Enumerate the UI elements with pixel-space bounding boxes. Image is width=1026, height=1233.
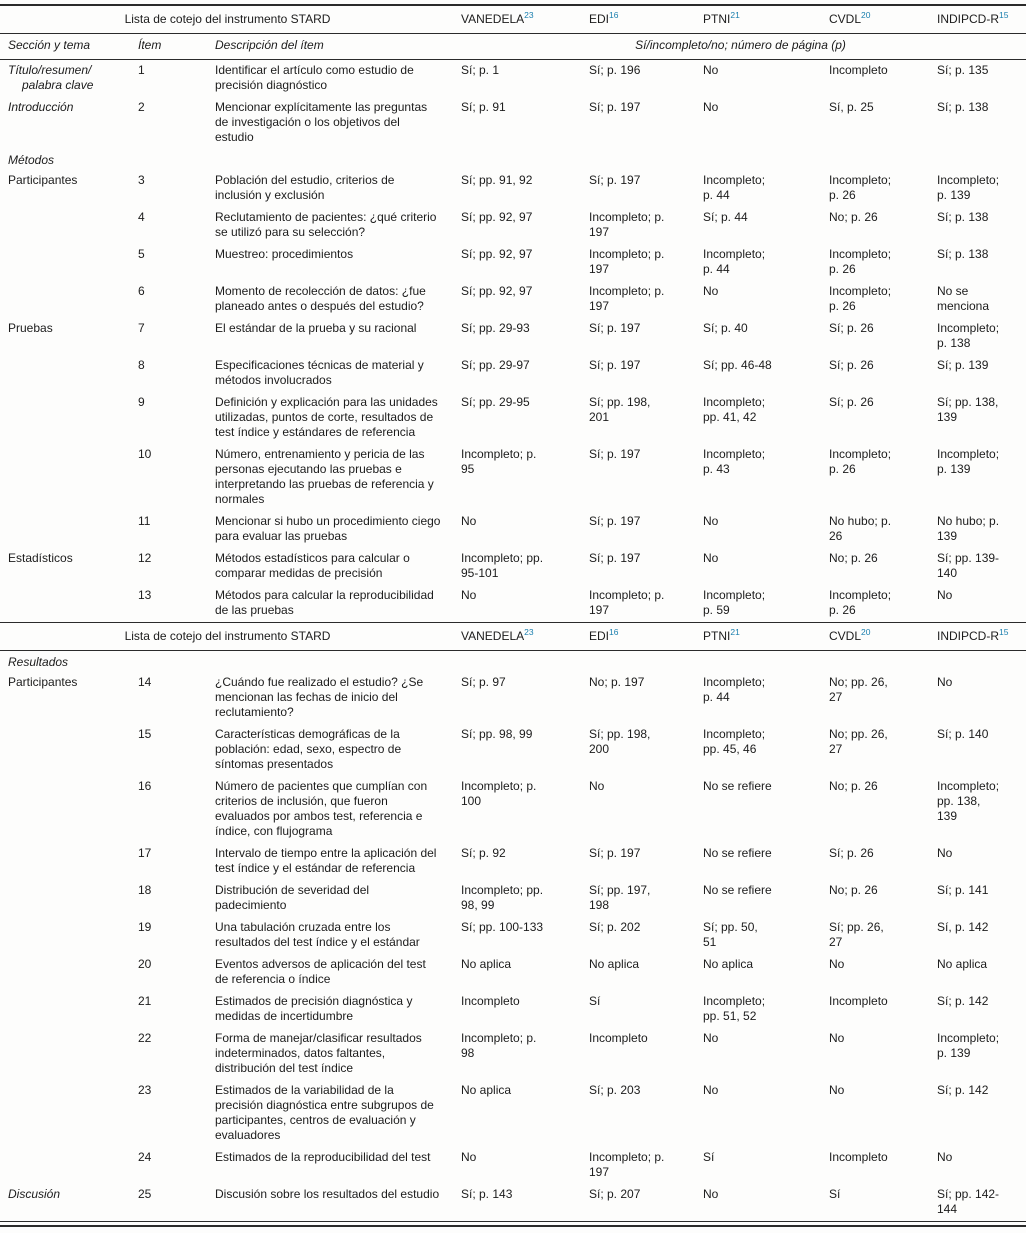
checklist-item-row: [0, 97, 1026, 149]
item-description: Muestreo: procedimientos: [215, 247, 354, 261]
result-cell: Sí; pp. 142-144: [937, 1187, 1000, 1216]
result-cell: No: [703, 551, 719, 565]
result-cell: No: [703, 1031, 719, 1045]
result-cell: No: [703, 63, 719, 77]
table-title: Lista de cotejo del instrumento STARD: [0, 623, 461, 651]
result-cell: Sí; pp. 100-133: [461, 920, 544, 934]
item-description: Distribución de severidad del padecimiento: [215, 883, 370, 912]
result-cell: Incompleto; p. 26: [829, 447, 892, 476]
checklist-item-row: [0, 281, 1026, 318]
stard-checklist-table: [0, 4, 1026, 1222]
item-number: 10: [138, 447, 152, 461]
result-cell: Incompleto; p. 139: [937, 447, 1000, 476]
result-cell: Sí; p. 44: [703, 210, 748, 224]
checklist-item-row: [0, 1184, 1026, 1222]
result-cell: No: [829, 957, 845, 971]
result-cell: No se refiere: [703, 779, 772, 793]
item-description: Forma de manejar/clasificar resultados indeterminados, datos faltantes, distribución del test índice: [215, 1031, 422, 1075]
checklist-item-row: [0, 672, 1026, 724]
result-cell: Incompleto; p. 95: [461, 447, 537, 476]
result-cell: Incompleto; p. 26: [829, 284, 892, 313]
section-cell: [0, 444, 138, 511]
section-cell: [0, 281, 138, 318]
item-description: ¿Cuándo fue realizado el estudio? ¿Se mencionan las fechas de inicio del reclutamiento?: [215, 675, 424, 719]
item-number: 15: [138, 727, 152, 741]
result-cell: Incompleto: [461, 994, 520, 1008]
checklist-item-row: [0, 60, 1026, 98]
column-header-values: Sí/incompleto/no; número de página (p): [461, 34, 1026, 60]
instrument-name: PTNI: [703, 629, 731, 643]
item-description: Momento de recolección de datos: ¿fue planeado antes o después del estudio?: [215, 284, 426, 313]
section-cell: Introducción: [8, 100, 74, 114]
section-cell: [0, 724, 138, 776]
instrument-name: CVDL: [829, 629, 862, 643]
result-cell: No; pp. 26, 27: [829, 675, 888, 704]
citation-ref-link[interactable]: 20: [861, 627, 871, 637]
item-number: 12: [138, 551, 152, 565]
result-cell: Sí; pp. 98, 99: [461, 727, 533, 741]
checklist-item-row: [0, 724, 1026, 776]
section-cell: Discusión: [8, 1187, 61, 1201]
item-number: 17: [138, 846, 152, 860]
item-description: Eventos adversos de aplicación del test de referencia o índice: [215, 957, 426, 986]
item-number: 25: [138, 1187, 152, 1201]
result-cell: Sí; p. 92: [461, 846, 506, 860]
checklist-item-row: [0, 244, 1026, 281]
item-number: 24: [138, 1150, 152, 1164]
section-cell: [0, 954, 138, 991]
result-cell: Sí; pp. 29-95: [461, 395, 530, 409]
citation-ref-link[interactable]: 15: [999, 627, 1009, 637]
item-description: Estimados de la reproducibilidad del test: [215, 1150, 431, 1164]
result-cell: No; p. 197: [589, 675, 645, 689]
result-cell: Sí; p. 26: [829, 846, 874, 860]
result-cell: No: [589, 779, 605, 793]
result-cell: Sí; p. 26: [829, 395, 874, 409]
result-cell: Incompleto; pp. 98, 99: [461, 883, 544, 912]
item-number: 14: [138, 675, 152, 689]
instrument-name: INDIPCD-R: [937, 629, 999, 643]
result-cell: Sí; p. 197: [589, 551, 641, 565]
item-number: 19: [138, 920, 152, 934]
item-number: 2: [138, 100, 145, 114]
result-cell: Incompleto; p. 100: [461, 779, 537, 808]
result-cell: Sí; p. 138: [937, 247, 989, 261]
item-description: Características demográficas de la población: edad, sexo, espectro de síntomas presentados: [215, 727, 402, 771]
checklist-item-row: [0, 170, 1026, 207]
result-cell: No; p. 26: [829, 883, 878, 897]
result-cell: Incompleto; p. 44: [703, 247, 766, 276]
result-cell: Incompleto; p. 98: [461, 1031, 537, 1060]
item-number: 3: [138, 173, 145, 187]
result-cell: Sí; p. 91: [461, 100, 506, 114]
result-cell: Sí; p. 203: [589, 1083, 641, 1097]
item-description: Número, entrenamiento y pericia de las personas ejecutando las pruebas e interpretando las pruebas de referencia y normales: [215, 447, 434, 506]
result-cell: Incompleto; p. 138: [937, 321, 1000, 350]
section-cell: Título/resumen/ palabra clave: [8, 63, 94, 92]
section-label: Métodos: [8, 153, 55, 167]
item-number: 8: [138, 358, 145, 372]
section-cell: [0, 1147, 138, 1184]
result-cell: Incompleto; p. 197: [589, 210, 665, 239]
item-number: 1: [138, 63, 145, 77]
item-description: Discusión sobre los resultados del estudio: [215, 1187, 440, 1201]
instrument-header: [937, 5, 1026, 34]
checklist-item-row: [0, 585, 1026, 623]
section-cell: [0, 1080, 138, 1147]
item-number: 20: [138, 957, 152, 971]
section-cell: [0, 991, 138, 1028]
checklist-item-row: [0, 392, 1026, 444]
result-cell: Sí; p. 197: [589, 447, 641, 461]
checklist-item-row: [0, 511, 1026, 548]
checklist-item-row: [0, 991, 1026, 1028]
item-description: Mencionar explícitamente las preguntas de investigación o los objetivos del estudio: [215, 100, 428, 144]
instrument-name: EDI: [589, 12, 610, 26]
section-row: [0, 149, 1026, 170]
section-cell: [0, 355, 138, 392]
instrument-header: [937, 623, 1026, 651]
result-cell: Sí; pp. 92, 97: [461, 284, 533, 298]
checklist-item-row: [0, 548, 1026, 585]
result-cell: Sí; pp. 139-140: [937, 551, 1000, 580]
result-cell: Incompleto; pp. 138, 139: [937, 779, 1000, 823]
citation-ref-link[interactable]: 15: [999, 10, 1009, 20]
result-cell: Sí; pp. 198, 201: [589, 395, 651, 424]
item-description: Definición y explicación para las unidades utilizadas, puntos de corte, resultados de test índice y estándares de referencia: [215, 395, 438, 439]
result-cell: No se refiere: [703, 883, 772, 897]
result-cell: No: [703, 514, 719, 528]
result-cell: Incompleto; p. 197: [589, 284, 665, 313]
result-cell: No aplica: [461, 957, 512, 971]
checklist-item-row: [0, 355, 1026, 392]
item-description: Métodos estadísticos para calcular o comparar medidas de precisión: [215, 551, 410, 580]
result-cell: Sí; p. 202: [589, 920, 641, 934]
checklist-item-row: [0, 207, 1026, 244]
result-cell: Sí: [703, 1150, 715, 1164]
checklist-item-row: [0, 444, 1026, 511]
item-number: 13: [138, 588, 152, 602]
section-cell: [0, 207, 138, 244]
checklist-item-row: [0, 776, 1026, 843]
instrument-name: PTNI: [703, 12, 731, 26]
result-cell: Sí; p. 141: [937, 883, 989, 897]
result-cell: No aplica: [461, 1083, 512, 1097]
citation-ref-link[interactable]: 20: [861, 10, 871, 20]
result-cell: No; p. 26: [829, 210, 878, 224]
result-cell: Sí; p. 207: [589, 1187, 641, 1201]
instrument-header: [829, 5, 937, 34]
result-cell: Incompleto; p. 197: [589, 588, 665, 617]
result-cell: Sí; pp. 50, 51: [703, 920, 758, 949]
result-cell: Incompleto; p. 59: [703, 588, 766, 617]
instrument-header: [589, 623, 703, 651]
result-cell: Sí; p. 197: [589, 321, 641, 335]
result-cell: Incompleto: [589, 1031, 648, 1045]
result-cell: Sí: [829, 1187, 841, 1201]
instrument-header: [461, 623, 589, 651]
item-number: 6: [138, 284, 145, 298]
item-description: Mencionar si hubo un procedimiento ciego para evaluar las pruebas: [215, 514, 441, 543]
result-cell: No; p. 26: [829, 551, 878, 565]
result-cell: Incompleto; p. 44: [703, 675, 766, 704]
section-cell: [0, 917, 138, 954]
result-cell: Incompleto: [829, 63, 888, 77]
section-row: [0, 651, 1026, 673]
result-cell: Incompleto; pp. 95-101: [461, 551, 544, 580]
result-cell: No se refiere: [703, 846, 772, 860]
result-cell: Incompleto; p. 44: [703, 173, 766, 202]
section-cell: [0, 244, 138, 281]
table-header-row: [0, 623, 1026, 651]
instrument-name: VANEDELA: [461, 629, 525, 643]
column-header-item: Ítem: [138, 34, 215, 60]
result-cell: Incompleto: [829, 994, 888, 1008]
result-cell: No: [703, 1187, 719, 1201]
checklist-item-row: [0, 1147, 1026, 1184]
result-cell: Incompleto; p. 139: [937, 1031, 1000, 1060]
result-cell: Incompleto; p. 26: [829, 247, 892, 276]
section-cell: [0, 880, 138, 917]
result-cell: No: [461, 514, 477, 528]
section-cell: Participantes: [8, 173, 78, 187]
result-cell: Incompleto: [829, 1150, 888, 1164]
checklist-item-row: [0, 1080, 1026, 1147]
item-number: 7: [138, 321, 145, 335]
result-cell: No: [461, 1150, 477, 1164]
result-cell: Sí, p. 25: [829, 100, 874, 114]
result-cell: No: [829, 1083, 845, 1097]
result-cell: Sí; p. 197: [589, 100, 641, 114]
result-cell: No: [829, 1031, 845, 1045]
checklist-item-row: [0, 843, 1026, 880]
item-description: Métodos para calcular la reproducibilidad de las pruebas: [215, 588, 434, 617]
result-cell: No: [937, 675, 953, 689]
result-cell: Sí; pp. 197, 198: [589, 883, 651, 912]
item-number: 16: [138, 779, 152, 793]
instrument-name: VANEDELA: [461, 12, 525, 26]
result-cell: Sí; p. 142: [937, 1083, 989, 1097]
result-cell: Incompleto; pp. 41, 42: [703, 395, 766, 424]
result-cell: No se menciona: [937, 284, 990, 313]
checklist-item-row: [0, 318, 1026, 355]
item-number: 23: [138, 1083, 152, 1097]
result-cell: Sí; pp. 46-48: [703, 358, 772, 372]
instrument-header: [589, 5, 703, 34]
item-description: Población del estudio, criterios de inclusión y exclusión: [215, 173, 395, 202]
result-cell: No hubo; p. 139: [937, 514, 1000, 543]
result-cell: No: [703, 100, 719, 114]
section-cell: [0, 511, 138, 548]
item-number: 18: [138, 883, 152, 897]
section-cell: Pruebas: [8, 321, 53, 335]
citation-ref-link[interactable]: 23: [524, 10, 534, 20]
result-cell: No hubo; p. 26: [829, 514, 892, 543]
result-cell: Incompleto; pp. 51, 52: [703, 994, 766, 1023]
result-cell: Sí; p. 197: [589, 514, 641, 528]
result-cell: Sí; p. 138: [937, 100, 989, 114]
instrument-name: EDI: [589, 629, 610, 643]
result-cell: Sí; p. 197: [589, 846, 641, 860]
bottom-rule: [0, 1225, 1026, 1227]
item-description: Estimados de precisión diagnóstica y medidas de incertidumbre: [215, 994, 413, 1023]
result-cell: No aplica: [589, 957, 640, 971]
result-cell: Sí; p. 142: [937, 994, 989, 1008]
item-number: 22: [138, 1031, 152, 1045]
result-cell: Sí: [589, 994, 601, 1008]
result-cell: Sí; pp. 29-97: [461, 358, 530, 372]
result-cell: Sí; pp. 92, 97: [461, 247, 533, 261]
result-cell: Sí; p. 135: [937, 63, 989, 77]
result-cell: Sí; pp. 29-93: [461, 321, 530, 335]
section-cell: [0, 585, 138, 623]
section-cell: [0, 843, 138, 880]
result-cell: No aplica: [937, 957, 988, 971]
result-cell: Incompleto; p. 197: [589, 247, 665, 276]
result-cell: Incompleto; p. 43: [703, 447, 766, 476]
instrument-header: [703, 623, 829, 651]
citation-ref-link[interactable]: 21: [730, 10, 740, 20]
result-cell: Sí; p. 139: [937, 358, 989, 372]
result-cell: Sí; p. 143: [461, 1187, 513, 1201]
item-number: 11: [138, 514, 151, 528]
section-cell: [0, 392, 138, 444]
result-cell: Sí, p. 142: [937, 920, 989, 934]
item-number: 21: [138, 994, 152, 1008]
section-cell: [0, 776, 138, 843]
citation-ref-link[interactable]: 21: [730, 627, 740, 637]
result-cell: Sí; p. 196: [589, 63, 641, 77]
result-cell: Sí; pp. 92, 97: [461, 210, 533, 224]
checklist-item-row: [0, 880, 1026, 917]
result-cell: Incompleto; pp. 45, 46: [703, 727, 766, 756]
result-cell: Incompleto; p. 139: [937, 173, 1000, 202]
result-cell: No: [703, 284, 719, 298]
item-description: Estimados de la variabilidad de la precisión diagnóstica entre subgrupos de participantes, centros de evaluación y evaluadores: [215, 1083, 434, 1142]
checklist-item-row: [0, 917, 1026, 954]
section-cell: [0, 1028, 138, 1080]
instrument-name: CVDL: [829, 12, 862, 26]
instrument-header: [461, 5, 589, 34]
result-cell: Sí; p. 26: [829, 358, 874, 372]
result-cell: Incompleto; p. 26: [829, 173, 892, 202]
result-cell: No: [937, 588, 953, 602]
result-cell: No; p. 26: [829, 779, 878, 793]
table-body: [0, 5, 1026, 1222]
item-description: Identificar el artículo como estudio de precisión diagnóstico: [215, 63, 414, 92]
citation-ref-link[interactable]: 16: [609, 10, 619, 20]
checklist-item-row: [0, 954, 1026, 991]
citation-ref-link[interactable]: 23: [524, 627, 534, 637]
item-number: 5: [138, 247, 145, 261]
item-number: 9: [138, 395, 145, 409]
result-cell: No: [703, 1083, 719, 1097]
result-cell: Sí; p. 26: [829, 321, 874, 335]
result-cell: Sí; p. 140: [937, 727, 989, 741]
item-description: Una tabulación cruzada entre los resultados del test índice y el estándar: [215, 920, 420, 949]
result-cell: Sí; pp. 138, 139: [937, 395, 999, 424]
item-description: Especificaciones técnicas de material y métodos involucrados: [215, 358, 424, 387]
citation-ref-link[interactable]: 16: [609, 627, 619, 637]
result-cell: No aplica: [703, 957, 754, 971]
item-description: Número de pacientes que cumplían con criterios de inclusión, que fueron evaluados por ambos test, referencia e índice, con flujograma: [215, 779, 428, 838]
instrument-name: INDIPCD-R: [937, 12, 999, 26]
instrument-header: [703, 5, 829, 34]
result-cell: Incompleto; p. 26: [829, 588, 892, 617]
result-cell: Sí; p. 197: [589, 173, 641, 187]
result-cell: Sí; p. 197: [589, 358, 641, 372]
section-cell: Participantes: [8, 675, 78, 689]
item-description: Intervalo de tiempo entre la aplicación del test índice y el estándar de referencia: [215, 846, 437, 875]
result-cell: Sí; p. 40: [703, 321, 748, 335]
section-label: Resultados: [8, 655, 69, 669]
item-description: El estándar de la prueba y su racional: [215, 321, 417, 335]
item-description: Reclutamiento de pacientes: ¿qué criterio se utilizó para su selección?: [215, 210, 437, 239]
result-cell: No: [461, 588, 477, 602]
result-cell: Incompleto; p. 197: [589, 1150, 665, 1179]
instrument-header: [829, 623, 937, 651]
item-number: 4: [138, 210, 145, 224]
table-title: Lista de cotejo del instrumento STARD: [0, 5, 461, 34]
column-header-description: Descripción del ítem: [215, 34, 461, 60]
result-cell: Sí; p. 97: [461, 675, 506, 689]
result-cell: No: [937, 846, 953, 860]
table-header-row: [0, 5, 1026, 34]
result-cell: No; pp. 26, 27: [829, 727, 888, 756]
section-cell: Estadísticos: [8, 551, 73, 565]
column-header-row: [0, 34, 1026, 60]
column-header-section: Sección y tema: [0, 34, 138, 60]
result-cell: Sí; pp. 26, 27: [829, 920, 884, 949]
result-cell: Sí; pp. 91, 92: [461, 173, 533, 187]
result-cell: Sí; pp. 198, 200: [589, 727, 651, 756]
result-cell: Sí; p. 138: [937, 210, 989, 224]
checklist-item-row: [0, 1028, 1026, 1080]
result-cell: No: [937, 1150, 953, 1164]
result-cell: Sí; p. 1: [461, 63, 500, 77]
